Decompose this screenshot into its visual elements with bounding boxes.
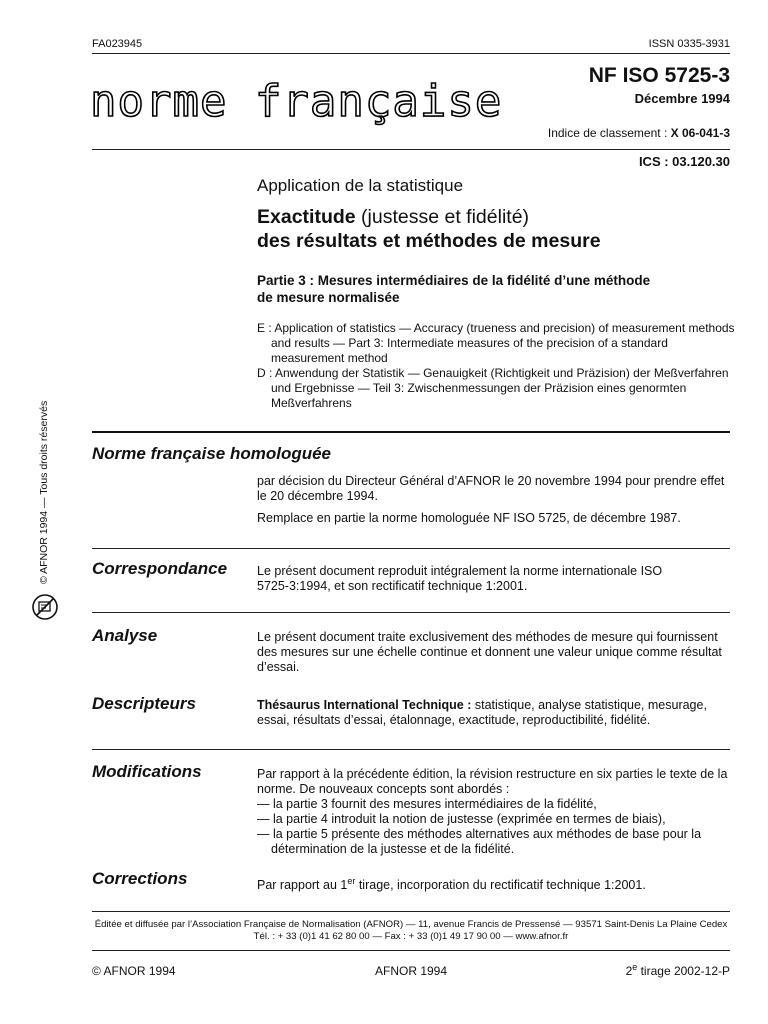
main-title [257,205,737,253]
publisher-line2: Tél. : + 33 (0)1 41 62 80 00 — Fax : + 33 (0)1 49 17 90 00 — www.afnor.fr [253,931,569,942]
print-run-superscript: e [632,962,638,972]
no-photocopy-icon [31,593,59,621]
descripteurs-label: Thésaurus International Technique : [257,698,472,712]
homologuee-title: Norme française homologuée [92,444,332,463]
part-title-line1: Partie 3 : Mesures intermédiaires de la fidélité d’une méthode [257,273,651,288]
corrections-text-before: Par rapport au 1 [257,878,348,893]
subject: Application de la statistique [257,176,464,195]
main-title-paren: (justesse et fidélité) [355,206,530,228]
modifications-body [257,767,737,857]
translations [257,321,735,411]
section-divider [92,548,730,549]
classification-label: Indice de classement : [547,126,668,140]
modifications-item: — la partie 5 présente des méthodes alternatives aux méthodes de base pour la détermination de la justesse et de la fidélité. [257,827,702,856]
modifications-title: Modifications [92,762,202,781]
section-divider [92,612,730,613]
footer-divider-2 [92,950,730,951]
footer-center: AFNOR 1994 [375,964,448,978]
translation-english: E : Application of statistics — Accuracy (trueness and precision) of measurement methods and results — Part 3: Intermediate measures of the precision of a standard measurement method [257,321,735,365]
issn: ISSN 0335-3931 [648,38,730,50]
descripteurs-keywords: statistique, analyse statistique, mesurage, essai, résultats d’essai, étalonnage, exactitude, reproductibilité, fidélité. [257,698,707,727]
header-divider-2 [92,149,730,150]
publisher-line1: Éditée et diffusée par l’Association Française de Normalisation (AFNOR) — 11, avenue Francis de Pressensé — 93571 Saint-Denis La Plaine Cedex [94,919,728,930]
modifications-intro: Par rapport à la précédente édition, la révision restructure en six parties le texte de la norme. De nouveaux concepts sont abordés : [257,767,728,796]
footer-divider [92,911,730,912]
analyse-title: Analyse [92,626,158,645]
modifications-item: — la partie 4 introduit la notion de justesse (exprimée en termes de biais), [257,812,666,826]
classification-index [548,126,730,140]
correspondance-text: Le présent document reproduit intégralement la norme internationale ISO 5725-3:1994, et son rectificatif technique 1:2001. [257,564,663,593]
part-title [257,272,737,306]
brand-title: norme française [90,76,503,127]
part-title-line2: de mesure normalisée [257,290,400,305]
publication-date: Décembre 1994 [634,91,730,106]
norm-number: NF ISO 5725-3 [588,64,730,87]
homologuee-replaces: Remplace en partie la norme homologuée NF ISO 5725, de décembre 1987. [257,511,681,525]
correspondance-title: Correspondance [92,559,228,578]
homologuee-body [257,474,735,526]
vertical-copyright: © AFNOR 1994 — Tous droits réservés [38,400,50,584]
document-id: FA023945 [92,38,143,50]
descripteurs-title: Descripteurs [92,694,196,713]
corrections-superscript: er [347,876,356,886]
header-divider [92,53,730,54]
print-run [626,962,730,978]
corrections-title: Corrections [92,869,188,888]
classification-value: X 06-041-3 [670,126,730,140]
main-title-line2: des résultats et méthodes de mesure [257,230,601,252]
translation-german: D : Anwendung der Statistik — Genauigkeit (Richtigkeit und Präzision) der Meßverfahren und Ergebnisse — Teil 3: Zwischenmessungen der Präzision eines genormten Meßverfahrens [257,366,729,410]
main-title-bold: Exactitude [257,206,356,228]
publisher-info [92,919,730,943]
section-divider [92,749,730,750]
modifications-item: — la partie 3 fournit des mesures intermédiaires de la fidélité, [257,797,597,811]
analyse-text: Le présent document traite exclusivement des méthodes de mesure qui fournissent des mesures sur une échelle continue et donnent une valeur unique comme résultat d’essai. [257,630,722,674]
print-run-number: 2 [625,964,633,978]
corrections-text-after: tirage, incorporation du rectificatif technique 1:2001. [355,878,646,893]
footer-copyright: © AFNOR 1994 [92,964,176,978]
print-run-text: tirage 2002-12-P [637,964,730,978]
homologuee-decision: par décision du Directeur Général d’AFNOR le 20 novembre 1994 pour prendre effet le 20 décembre 1994. [257,474,725,503]
ics-code: ICS : 03.120.30 [638,154,730,169]
descripteurs-text [257,698,737,728]
section-divider [92,431,730,433]
corrections-text [257,874,737,893]
modifications-list [257,797,737,857]
